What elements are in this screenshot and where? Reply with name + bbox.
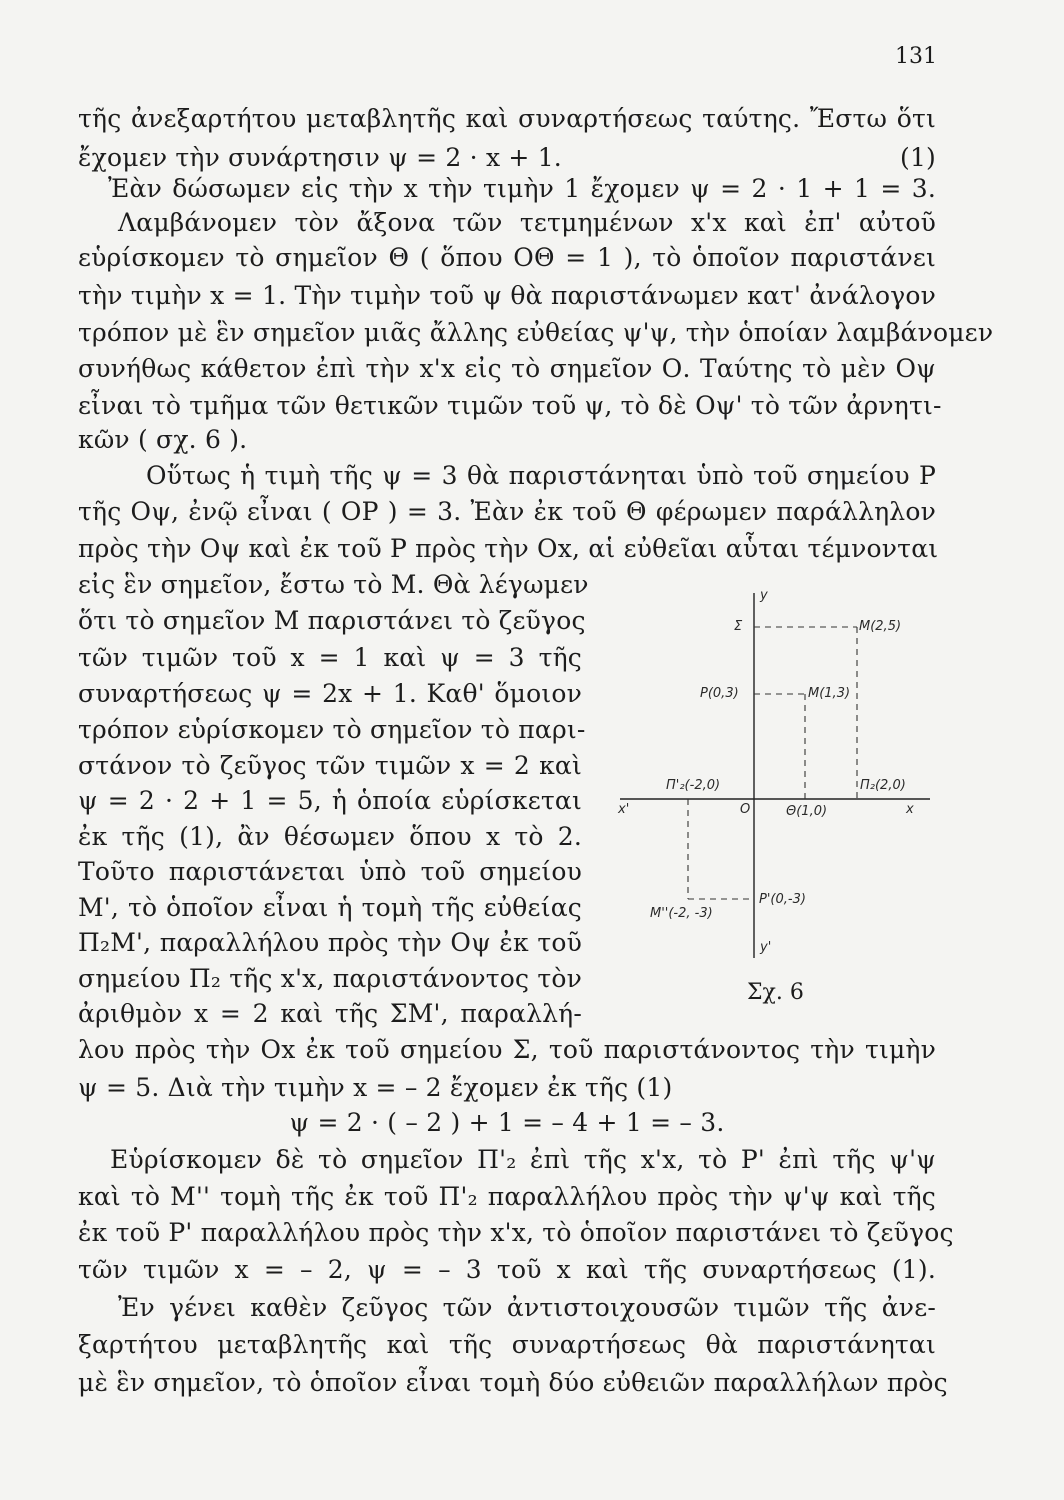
equation-number: (1): [899, 143, 936, 172]
text-line-29: ψ = 2 · ( – 2 ) + 1 = – 4 + 1 = – 3.: [289, 1108, 725, 1137]
text-line-3: Ἐὰν δώσωμεν εἰς τὴν x τὴν τιμὴν 1 ἔχομεν ψ = 2 · 1 + 1 = 3.: [108, 174, 936, 203]
label-y: y: [760, 588, 768, 603]
text-line-10: κῶν ( σχ. 6 ).: [78, 425, 248, 454]
text-line-30: Εὑρίσκομεν δὲ τὸ σημεῖον Π'₂ ἐπὶ τῆς x'x, τὸ Ρ' ἐπὶ τῆς ψ'ψ: [110, 1145, 936, 1174]
text-line-2: [78, 143, 936, 173]
text-line-17: συναρτήσεως ψ = 2x + 1. Καθ' ὅμοιον: [78, 679, 582, 708]
label-sigma: Σ: [734, 619, 743, 634]
text-line-6: τὴν τιμὴν x = 1. Τὴν τιμὴν τοῦ ψ θὰ παριστάνωμεν κατ' ἀνάλογον: [78, 281, 936, 310]
label-origin: O: [740, 802, 751, 817]
text-line-21: ἐκ τῆς (1), ἂν θέσωμεν ὅπου x τὸ 2.: [78, 822, 582, 851]
text-line-32: ἐκ τοῦ Ρ' παραλλήλου πρὸς τὴν x'x, τὸ ὁποῖον παριστάνει τὸ ζεῦγος: [78, 1218, 954, 1247]
text-line-8: συνήθως κάθετον ἐπὶ τὴν x'x εἰς τὸ σημεῖον Ο. Ταύτης τὸ μὲν Οψ: [78, 354, 936, 383]
page-number: 131: [895, 44, 937, 69]
label-pi-neg2: Π'₂(-2,0): [666, 778, 721, 793]
text-line-26: ἀριθμὸν x = 2 καὶ τῆς ΣΜ', παραλλή-: [78, 999, 582, 1028]
label-y-prime: y': [760, 940, 772, 955]
figure-6: [612, 588, 942, 1018]
text-line-5: εὑρίσκομεν τὸ σημεῖον Θ ( ὅπου ΟΘ = 1 ), τὸ ὁποῖον παριστάνει: [78, 243, 936, 272]
text-line-20: ψ = 2 · 2 + 1 = 5, ἡ ὁποία εὑρίσκεται: [78, 786, 582, 815]
figure-caption: Σχ. 6: [747, 980, 804, 1005]
label-m-neg2-neg3: M''(-2, -3): [650, 906, 713, 921]
label-pi-2: Π₂(2,0): [860, 778, 906, 793]
text-line-35: ξαρτήτου μεταβλητῆς καὶ τῆς συναρτήσεως θὰ παριστάνηται: [78, 1330, 936, 1359]
text-line-1: τῆς ἀνεξαρτήτου μεταβλητῆς καὶ συναρτήσεως ταύτης. Ἔστω ὅτι: [78, 104, 936, 133]
text-line-12: τῆς Οψ, ἐνῷ εἶναι ( ΟΡ ) = 3. Ἐὰν ἐκ τοῦ Θ φέρωμεν παράλληλον: [78, 497, 936, 526]
text-line-34: Ἐν γένει καθὲν ζεῦγος τῶν ἀντιστοιχουσῶν τιμῶν τῆς ἀνε-: [118, 1293, 936, 1322]
text-line-7: τρόπον μὲ ἓν σημεῖον μιᾶς ἄλλης εὐθείας ψ'ψ, τὴν ὁποίαν λαμβάνομεν: [78, 318, 994, 347]
label-x: x: [906, 802, 914, 817]
text-line-27: λου πρὸς τὴν Οx ἐκ τοῦ σημείου Σ, τοῦ παριστάνοντος τὴν τιμὴν: [78, 1035, 936, 1064]
equation-text: ἔχομεν τὴν συνάρτησιν ψ = 2 · x + 1.: [78, 143, 562, 172]
label-x-prime: x': [618, 802, 630, 817]
text-line-11: Οὕτως ἡ τιμὴ τῆς ψ = 3 θὰ παριστάνηται ὑπὸ τοῦ σημείου Ρ: [146, 461, 936, 490]
label-p-0-neg3: P'(0,-3): [759, 892, 806, 907]
text-line-13: πρὸς τὴν Οψ καὶ ἐκ τοῦ Ρ πρὸς τὴν Οx, αἱ εὐθεῖαι αὗται τέμνονται: [78, 534, 939, 563]
text-line-22: Τοῦτο παριστάνεται ὑπὸ τοῦ σημείου: [78, 857, 582, 886]
text-line-16: τῶν τιμῶν τοῦ x = 1 καὶ ψ = 3 τῆς: [78, 643, 582, 672]
text-line-24: Π₂Μ', παραλλήλου πρὸς τὴν Οψ ἐκ τοῦ: [78, 928, 582, 957]
label-m-1-3: M(1,3): [808, 686, 851, 701]
text-line-18: τρόπον εὑρίσκομεν τὸ σημεῖον τὸ παρι-: [78, 715, 586, 744]
text-line-36: μὲ ἓν σημεῖον, τὸ ὁποῖον εἶναι τομὴ δύο εὐθειῶν παραλλήλων πρὸς: [78, 1368, 948, 1397]
text-line-14: εἰς ἓν σημεῖον, ἔστω τὸ Μ. Θὰ λέγωμεν: [78, 570, 589, 599]
text-line-25: σημείου Π₂ τῆς x'x, παριστάνοντος τὸν: [78, 964, 583, 993]
figure-6-diagram: [612, 588, 942, 1018]
text-line-9: εἶναι τὸ τμῆμα τῶν θετικῶν τιμῶν τοῦ ψ, τὸ δὲ Οψ' τὸ τῶν ἀρνητι-: [78, 391, 942, 420]
text-line-23: Μ', τὸ ὁποῖον εἶναι ἡ τομὴ τῆς εὐθείας: [78, 893, 582, 922]
text-line-19: στάνον τὸ ζεῦγος τῶν τιμῶν x = 2 καὶ: [78, 751, 582, 780]
text-line-28: ψ = 5. Διὰ τὴν τιμὴν x = – 2 ἔχομεν ἐκ τῆς (1): [78, 1073, 673, 1102]
label-p-0-3: P(0,3): [700, 686, 739, 701]
text-line-4: Λαμβάνομεν τὸν ἄξονα τῶν τετμημένων x'x καὶ ἐπ' αὐτοῦ: [118, 208, 936, 237]
label-theta: Θ(1,0): [786, 804, 828, 819]
label-m-2-5: M(2,5): [859, 619, 902, 634]
text-line-31: καὶ τὸ Μ'' τομὴ τῆς ἐκ τοῦ Π'₂ παραλλήλου πρὸς τὴν ψ'ψ καὶ τῆς: [78, 1182, 936, 1211]
text-line-33: τῶν τιμῶν x = – 2, ψ = – 3 τοῦ x καὶ τῆς συναρτήσεως (1).: [78, 1255, 936, 1284]
text-line-15: ὅτι τὸ σημεῖον Μ παριστάνει τὸ ζεῦγος: [78, 606, 586, 635]
